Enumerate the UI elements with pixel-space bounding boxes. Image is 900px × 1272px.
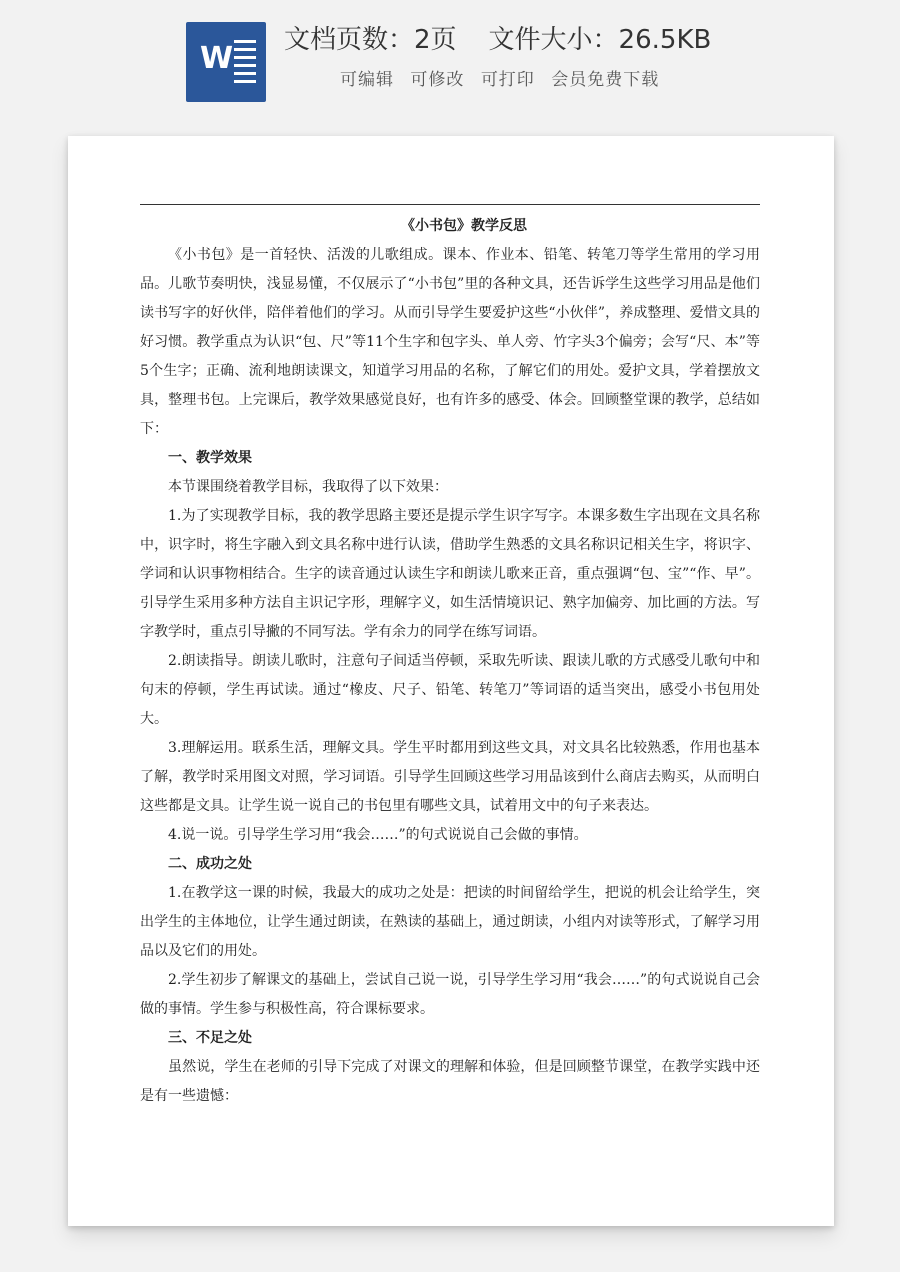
- section-heading: 一、教学效果: [168, 450, 252, 466]
- feature-list: [340, 65, 840, 90]
- paragraph: 1.为了实现教学目标，我的教学思路主要还是提示学生识字写字。本课多数生字出现在文具名称中，识字时，将生字融入到文具名称中进行认读，借助学生熟悉的文具名称识记相关生字，将识字、学词和认识事物相结合。生字的读音通过认读生字和朗读儿歌来正音，重点强调“包、宝”“作、早”。引导学生采用多种方法自主识记字形，理解字义，如生活情境识记、熟字加偏旁、加比画的方法。写字教学时，重点引导撇的不同写法。学有余力的同学在练写词语。: [140, 508, 760, 640]
- document-page: [68, 136, 834, 1226]
- icon-letter: W: [200, 41, 234, 76]
- paragraph: 虽然说，学生在老师的引导下完成了对课文的理解和体验，但是回顾整节课堂，在教学实践中还是有一些遗憾：: [140, 1059, 760, 1104]
- section-heading: 二、成功之处: [168, 856, 252, 872]
- icon-lines: [234, 40, 256, 86]
- document-title: 《小书包》教学反思: [401, 218, 527, 234]
- download-banner: [0, 0, 900, 118]
- feature-editable: 可编辑: [340, 70, 394, 90]
- paragraph: 1.在教学这一课的时候，我最大的成功之处是：把读的时间留给学生，把说的机会让给学生，突出学生的主体地位，让学生通过朗读，在熟读的基础上，通过朗读，小组内对读等形式，了解学习用品以及它们的用处。: [140, 885, 760, 959]
- paragraph: 3.理解运用。联系生活，理解文具。学生平时都用到这些文具，对文具名比较熟悉，作用也基本了解，教学时采用图文对照，学习词语。引导学生回顾这些学习用品该到什么商店去购买，从而明白这些都是文具。让学生说一说自己的书包里有哪些文具，试着用文中的句子来表达。: [140, 740, 760, 814]
- page-count: 文档页数：2页: [284, 25, 457, 55]
- paragraph: 2.朗读指导。朗读儿歌时，注意句子间适当停顿，采取先听读、跟读儿歌的方式感受儿歌句中和句末的停顿，学生再试读。通过“橡皮、尺子、铅笔、转笔刀”等词语的适当突出，感受小书包用处大。: [140, 653, 760, 727]
- paragraph: 4.说一说。引导学生学习用“我会……”的句式说说自己会做的事情。: [168, 827, 588, 843]
- document-body: [140, 212, 760, 1111]
- paragraph: 《小书包》是一首轻快、活泼的儿歌组成。课本、作业本、铅笔、转笔刀等学生常用的学习用品。儿歌节奏明快，浅显易懂，不仅展示了“小书包”里的各种文具，还告诉学生这些学习用品是他们读书写字的好伙伴，陪伴着他们的学习。从而引导学生要爱护这些“小伙伴”，养成整理、爱惜文具的好习惯。教学重点为认识“包、尺”等11个生字和包字头、单人旁、竹字头3个偏旁；会写“尺、本”等5个生字；正确、流利地朗读课文，知道学习用品的名称，了解它们的用处。爱护文具，学着摆放文具，整理书包。上完课后，教学效果感觉良好，也有许多的感受、体会。回顾整堂课的教学，总结如下：: [140, 247, 760, 437]
- feature-modifiable: 可修改: [410, 70, 465, 90]
- word-document-icon: [186, 22, 266, 102]
- paragraph: 2.学生初步了解课文的基础上，尝试自己说一说，引导学生学习用“我会……”的句式说说自己会做的事情。学生参与积极性高，符合课标要求。: [140, 972, 760, 1017]
- feature-printable: 可打印: [480, 70, 535, 90]
- paragraph: 本节课围绕着教学目标，我取得了以下效果：: [168, 479, 448, 495]
- file-info: [284, 22, 884, 58]
- header-rule: [140, 204, 760, 205]
- feature-member-download: 会员免费下载: [551, 70, 660, 90]
- file-size: 文件大小：26.5KB: [488, 25, 712, 55]
- section-heading: 三、不足之处: [168, 1030, 252, 1046]
